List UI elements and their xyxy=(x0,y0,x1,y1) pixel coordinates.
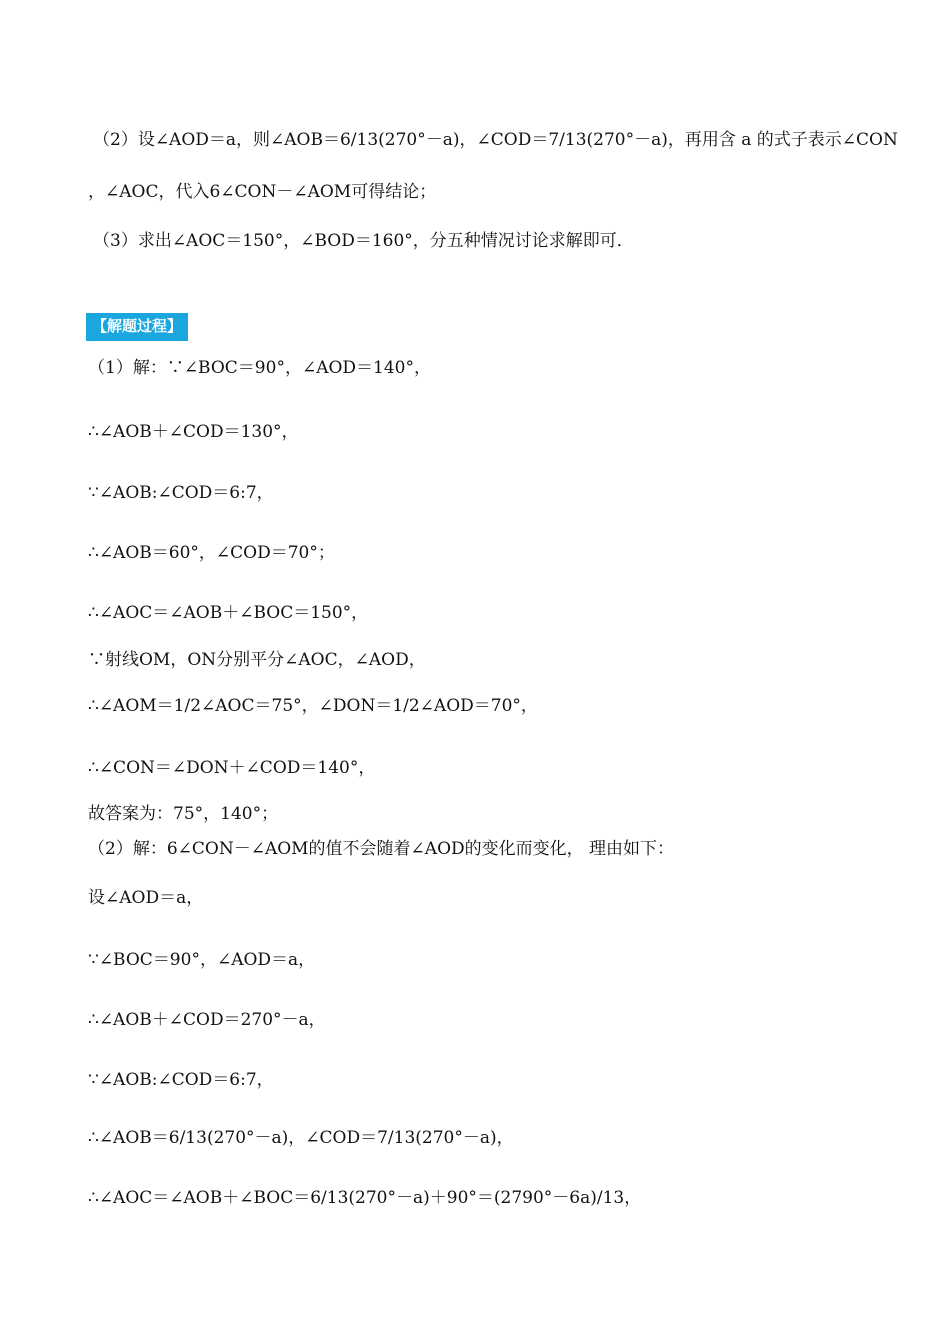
solution-line: ∵射线OM，ON分别平分∠AOC，∠AOD， xyxy=(88,650,426,670)
solution-line: ∴∠AOB＝60°，∠COD＝70°； xyxy=(88,543,335,563)
analysis-part-2-line-1: （2）设∠AOD＝a，则∠AOB＝6/13(270°－a)，∠COD＝7/13(270°－a)，再用含 a 的式子表示∠CON xyxy=(93,130,898,150)
solution-line: ∴∠AOM＝1/2∠AOC＝75°，∠DON＝1/2∠AOD＝70°， xyxy=(88,696,538,716)
section-label-solution-process: 【解题过程】 xyxy=(86,313,188,341)
solution-line: ∴∠AOB＋∠COD＝130°， xyxy=(88,422,299,442)
solution-line: ∵∠AOB:∠COD＝6:7， xyxy=(88,483,274,503)
analysis-part-3: （3）求出∠AOC＝150°，∠BOD＝160°，分五种情况讨论求解即可． xyxy=(93,231,634,251)
analysis-part-2-line-2: ，∠AOC，代入6∠CON－∠AOM可得结论； xyxy=(88,182,437,202)
solution-line: ∵∠BOC＝90°，∠AOD＝a， xyxy=(88,950,316,970)
solution-line: ∴∠AOC＝∠AOB＋∠BOC＝150°， xyxy=(88,603,369,623)
solution-line: 设∠AOD＝a， xyxy=(88,888,204,908)
solution-line: （2）解：6∠CON－∠AOM的值不会随着∠AOD的变化而变化， 理由如下： xyxy=(88,839,675,859)
solution-line: ∴∠AOB＋∠COD＝270°－a， xyxy=(88,1010,326,1030)
solution-line: ∵∠AOB:∠COD＝6:7， xyxy=(88,1070,274,1090)
solution-line: 故答案为：75°，140°； xyxy=(88,804,279,824)
solution-line: ∴∠AOC＝∠AOB＋∠BOC＝6/13(270°－a)＋90°＝(2790°－6a)/13， xyxy=(88,1188,642,1208)
solution-line: ∴∠CON＝∠DON＋∠COD＝140°， xyxy=(88,758,376,778)
solution-line: （1）解：∵∠BOC＝90°，∠AOD＝140°， xyxy=(88,358,431,378)
solution-line: ∴∠AOB＝6/13(270°－a)，∠COD＝7/13(270°－a)， xyxy=(88,1128,514,1148)
